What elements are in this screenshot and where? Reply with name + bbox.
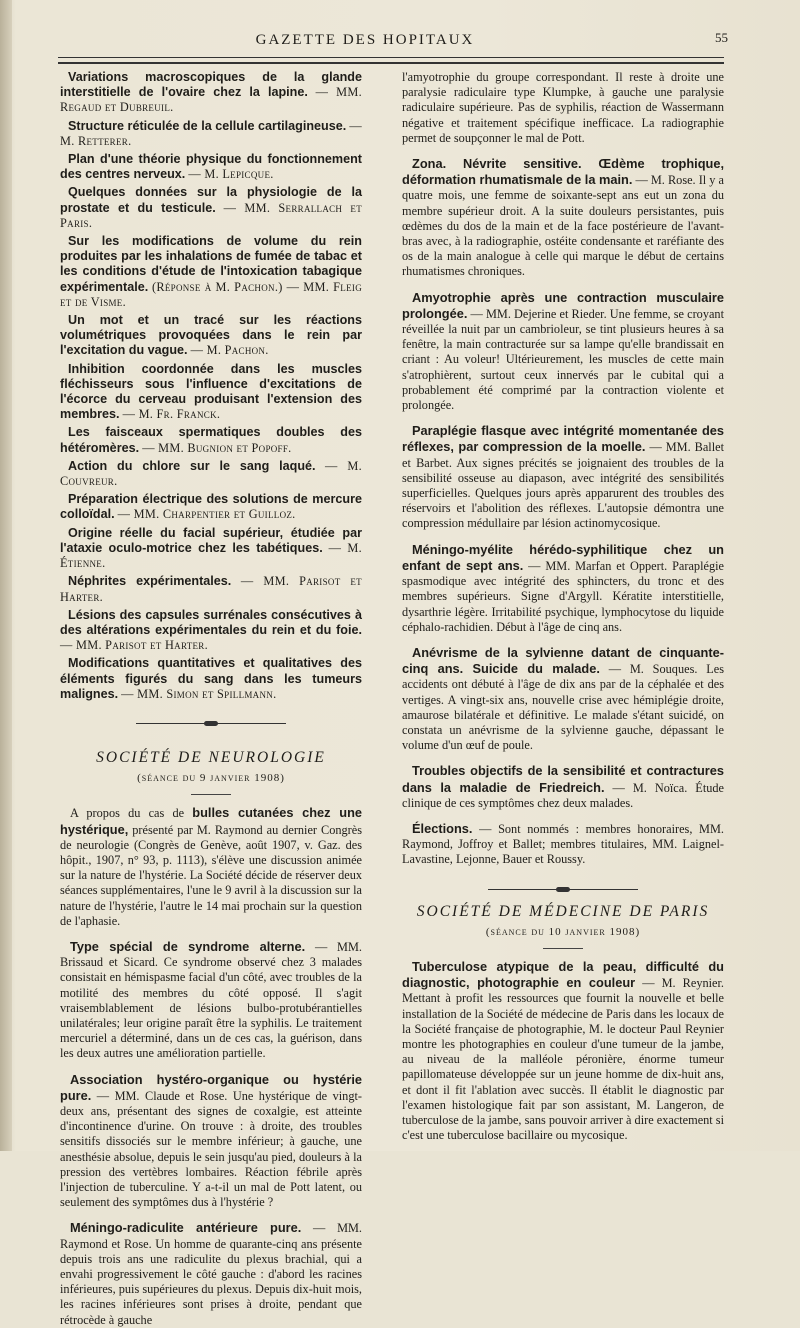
- communication-title: Origine réelle du facial supérieur, étudiée par l'ataxie oculo-motrice chez les tabétiques.: [60, 525, 362, 555]
- right-column: [402, 70, 724, 1143]
- communication-authors: — M. Pachon.: [190, 343, 269, 358]
- report-body: présenté par M. Raymond au dernier Congrès de neurologie (Congrès de Genève, août 1907, v. Gaz. des hôpit., 1907, n° 93, p. 1113), s'élève une discussion animée sur la nature de l'hystérie. La Société décide de réserver deux séances supplémentaires, l'une le 9 avril à la discussion sur la nature de l'hystérie, l'autre le 14 mai prochain sur la question de l'aphasie.: [60, 822, 362, 928]
- report-body: — MM. Ballet et Barbet. Aux signes précités se joignaient des troubles de la sensibilité osseuse au diapason, avec intégrité des sensibilités superficielles. Quelques jours après apparurent des troubles des réservoirs et l'abolition des réflexes. L'autopsie démontra une compression médullaire par lésion actinomycosique.: [402, 440, 724, 531]
- communication-title: Plan d'une théorie physique du fonctionnement des centres nerveux.: [60, 152, 362, 182]
- communication-authors: (Réponse à M. Pachon.) — MM. Fleig et de Visme.: [60, 279, 362, 309]
- communication-entry: [60, 526, 362, 572]
- page-number: 55: [715, 30, 728, 45]
- communication-entry: [60, 313, 362, 359]
- header-rule-thin: [58, 57, 724, 58]
- report-title: Troubles objectifs de la sensibilité et contractures dans la maladie de Friedreich.: [402, 763, 724, 795]
- neurologie-report: [402, 542, 724, 635]
- book-spine-shadow: [0, 0, 12, 1151]
- communication-authors: — MM. Regaud et Dubreuil.: [60, 85, 362, 115]
- communication-title: Sur les modifications de volume du rein produites par les inhalations de fumée de tabac et les conditions d'étude de l'intoxication tabagique expérimentale.: [60, 234, 362, 294]
- communication-authors: — M. Retterer.: [60, 118, 363, 148]
- communication-title: Modifications quantitatives et qualitatives des éléments figurés du sang dans les tumeurs malignes.: [60, 656, 362, 701]
- report-body: — M. Reynier. Mettant à profit les ressources que fournit la nouvelle et belle installation de la Société de médecine de Paris dans les locaux de la Société française de photographie, M. le docteur Paul Reynier montre les photographies en couleur d'une tumeur de la jambe, au niveau de la malléole péronière, énorme tumeur papillomateuse développée sur un jeune homme de dix-huit ans, et dont il fit l'ablation avec succès. Il établit le diagnostic par l'examen histologique fait par son assistant, M. Langeron, de tuberculose de la jambe, sans pouvoir arriver à dire exactement si c'est une tuberculose bacillaire ou mycosique.: [402, 976, 724, 1143]
- short-rule: [191, 794, 231, 795]
- report-body: — M. Souques. Les accidents ont débuté à l'âge de dix ans par de la céphalée et des vertiges. A vingt-six ans, nouvelle crise avec hémiplégie droite, amaurose bilatérale et définitive. Le malade s'étant suicidé, on constata un anévrisme de la sylvienne gauche, dépassant le volume d'un œuf de poule.: [402, 662, 724, 753]
- communication-entry: [60, 608, 362, 654]
- report-title: Anévrisme de la sylvienne datant de cinquante-cinq ans. Suicide du malade.: [402, 644, 724, 677]
- report-title: Méningo-radiculite antérieure pure.: [70, 1220, 302, 1236]
- communication-title: Lésions des capsules surrénales consécutives à des altérations expérimentales du rein et du foie.: [60, 607, 362, 637]
- communication-entry: [60, 492, 362, 522]
- report-title: Tuberculose atypique de la peau, difficulté du diagnostic, photographie en couleur: [402, 958, 724, 991]
- report-title: Paraplégie flasque avec intégrité momentanée des réflexes, par compression de la moelle.: [402, 423, 724, 455]
- neurologie-report: [402, 763, 724, 811]
- neurologie-report: [60, 939, 362, 1062]
- neurologie-report: [60, 805, 362, 929]
- communication-authors: — MM. Bugnion et Popoff.: [142, 440, 292, 455]
- communication-title: Variations macroscopiques de la glande interstitielle de l'ovaire chez la lapine.: [60, 70, 362, 100]
- communication-authors: — MM. Simon et Spillmann.: [121, 686, 277, 701]
- report-lead: A propos du cas de: [70, 806, 193, 821]
- report-body: — MM. Marfan et Oppert. Paraplégie spasmodique avec intégrité des sphincters, du tronc et des membres supérieurs. Signe d'Argyll. Kératite interstitielle, dysarthrie légère. Irritabilité psychique, lymphocytose du liquide céphalo-rachidien. Début à l'âge de cinq ans.: [402, 558, 724, 634]
- report-title: Association hystéro-organique ou hystérie pure.: [60, 1071, 362, 1103]
- communication-authors: — MM. Charpentier et Guilloz.: [117, 507, 296, 522]
- neurologie-report: [402, 645, 724, 753]
- communication-entry: [60, 425, 362, 455]
- communication-title: Néphrites expérimentales.: [68, 574, 232, 589]
- report-title: Zona. Névrite sensitive. Œdème trophique, déformation rhumatismale de la main.: [402, 156, 724, 188]
- society-heading-neurologie: SOCIÉTÉ DE NEUROLOGIE: [96, 748, 326, 766]
- section-separator: [60, 716, 362, 726]
- report-body: — MM. Dejerine et Rieder. Une femme, se croyant réveillée la nuit par un cambrioleur, se tint plusieurs heures à sa fenêtre, la main contracturée sur sa lampe qu'elle brandissait en criant : Au voleur! Ultérieurement, les muscles de cette main s'atrophièrent, surtout ceux innervés par le cubital qui a probablement été comprimé par la contraction violente et prolongée.: [402, 306, 724, 413]
- left-column: [60, 70, 362, 1328]
- communication-entry: [60, 185, 362, 231]
- neurologie-reports: [60, 805, 362, 1328]
- report-title: bulles cutanées chez une hystérique,: [60, 805, 363, 837]
- continued-paragraph: l'amyotrophie du groupe correspondant. Il reste à droite une paralysie radiculaire type Klumpke, à gauche une paralysie radiculaire supérieure. Pas de syphilis, réaction de Wassermann négative et traitement spécifique inefficace. La radiographie permet de soupçonner le mal de Pott.: [402, 70, 724, 145]
- communication-entry: [60, 656, 362, 702]
- communication-title: Quelques données sur la physiologie de la prostate et du testicule.: [60, 185, 362, 215]
- communication-authors: — M. Lepicque.: [188, 167, 274, 182]
- neurologie-reports-continued: [402, 156, 724, 868]
- communication-authors: — M. Fr. Franck.: [122, 407, 221, 422]
- communication-authors: — MM. Parisot et Harter.: [60, 638, 208, 653]
- seance-date-medecine: (séance du 10 janvier 1908): [485, 925, 641, 938]
- report-title: Amyotrophie après une contraction musculaire prolongée.: [402, 289, 724, 321]
- neurologie-report: [402, 821, 724, 868]
- report-title: Type spécial de syndrome alterne.: [70, 938, 306, 954]
- short-rule: [543, 948, 583, 949]
- communication-title: Les faisceaux spermatiques doubles des hétéromères.: [60, 425, 362, 455]
- report-body: — M. Rose. Il y a quatre mois, une femme de soixante-sept ans eut un zona du membre supérieur droit. A la suite douleurs persistantes, puis œdèmes du dos de la main et de la face postérieure de l'avant-bras avec, à la radiographie, ostéite condensante et raréfiante des os de la main analogue à celle qui marque le début de certains rhumatismes chroniques.: [402, 173, 724, 279]
- medecine-report: [402, 959, 724, 1143]
- communication-authors: — M. Étienne.: [60, 540, 362, 571]
- communication-title: Structure réticulée de la cellule cartilagineuse.: [68, 118, 347, 133]
- section-separator: [402, 882, 724, 892]
- communication-entry: [60, 459, 362, 489]
- report-body: — Sont nommés : membres honoraires, MM. Raymond, Joffroy et Ballet; membres titulaires, MM. Laignel-Lavastine, Lejonne, Bauer et Roussy.: [402, 821, 724, 867]
- communication-title: Préparation électrique des solutions de mercure colloïdal.: [60, 492, 362, 522]
- communication-title: Action du chlore sur le sang laqué.: [68, 458, 316, 473]
- report-title: Méningo-myélite hérédo-syphilitique chez un enfant de sept ans.: [402, 541, 724, 573]
- report-title: Élections.: [412, 820, 473, 836]
- communication-entry: [60, 152, 362, 182]
- header-rule-thick: [58, 62, 724, 64]
- communication-entry: [60, 362, 362, 423]
- journal-title: GAZETTE DES HOPITAUX: [255, 32, 475, 48]
- communication-authors: — MM. Parisot et Harter.: [60, 574, 362, 604]
- neurologie-report: [402, 156, 724, 280]
- communication-entry: [60, 234, 362, 310]
- report-body: — MM. Claude et Rose. Une hystérique de vingt-deux ans, présentant des signes de coxalgie, est atteinte d'incontinence d'urine. On trouve : à droite, des troubles sensitifs dissociés sur le membre inférieur; à gauche, une anesthésie absolue, depuis le sein jusqu'au pied, douleurs à la pression des vertèbres lombaires. Réaction fébrile après l'injection de tuberculine. Y a-t-il un mal de Pott latent, ou seulement des symptômes dus à l'hystérie ?: [60, 1088, 362, 1210]
- seance-date-neurologie: (séance du 9 janvier 1908): [137, 772, 285, 785]
- report-body: — MM. Brissaud et Sicard. Ce syndrome observé chez 3 malades consistait en hémispasme facial d'un côté, avec troubles de la motilité des membres du côté opposé. Il s'agit vraisemblablement de lésions bulbo-protubérantielles unilatérales; leur origine paraît être la syphilis. Le traitement mercuriel a déterminé, dans un de ces cas, la guérison, dans les deux autres une amélioration partielle.: [60, 939, 362, 1061]
- neurologie-report: [402, 423, 724, 531]
- communication-entry: [60, 70, 362, 116]
- communication-entry: [60, 574, 362, 604]
- report-body: — M. Noïca. Étude clinique de ces symptômes chez deux malades.: [402, 780, 724, 810]
- society-heading-medecine: SOCIÉTÉ DE MÉDECINE DE PARIS: [416, 902, 710, 920]
- communication-authors: — M. Couvreur.: [60, 458, 362, 489]
- neurologie-report: [402, 290, 724, 414]
- communication-authors: — MM. Serrallach et Paris.: [60, 200, 362, 230]
- communication-entry: [60, 119, 362, 149]
- communication-title: Un mot et un tracé sur les réactions volumétriques provoquées dans le rein par l'excitation du vague.: [60, 313, 362, 358]
- neurologie-report: [60, 1220, 362, 1327]
- running-header: [0, 32, 800, 56]
- communication-title: Inhibition coordonnée dans les muscles fléchisseurs sous l'influence d'excitations de l'écorce du cerveau produisant l'extension des membres.: [60, 361, 362, 422]
- communications-list: [60, 70, 362, 702]
- neurologie-report: [60, 1072, 362, 1211]
- report-body: — MM. Raymond et Rose. Un homme de quarante-cinq ans présente depuis trois ans une radiculite du plexus brachial, qui a envahi progressivement le côté gauche : d'abord les racines inférieures, puis supérieures du plexus. Depuis dix-huit mois, les racines inférieures sont prises à droite, pendant que rétrocède à gauche: [60, 1221, 363, 1327]
